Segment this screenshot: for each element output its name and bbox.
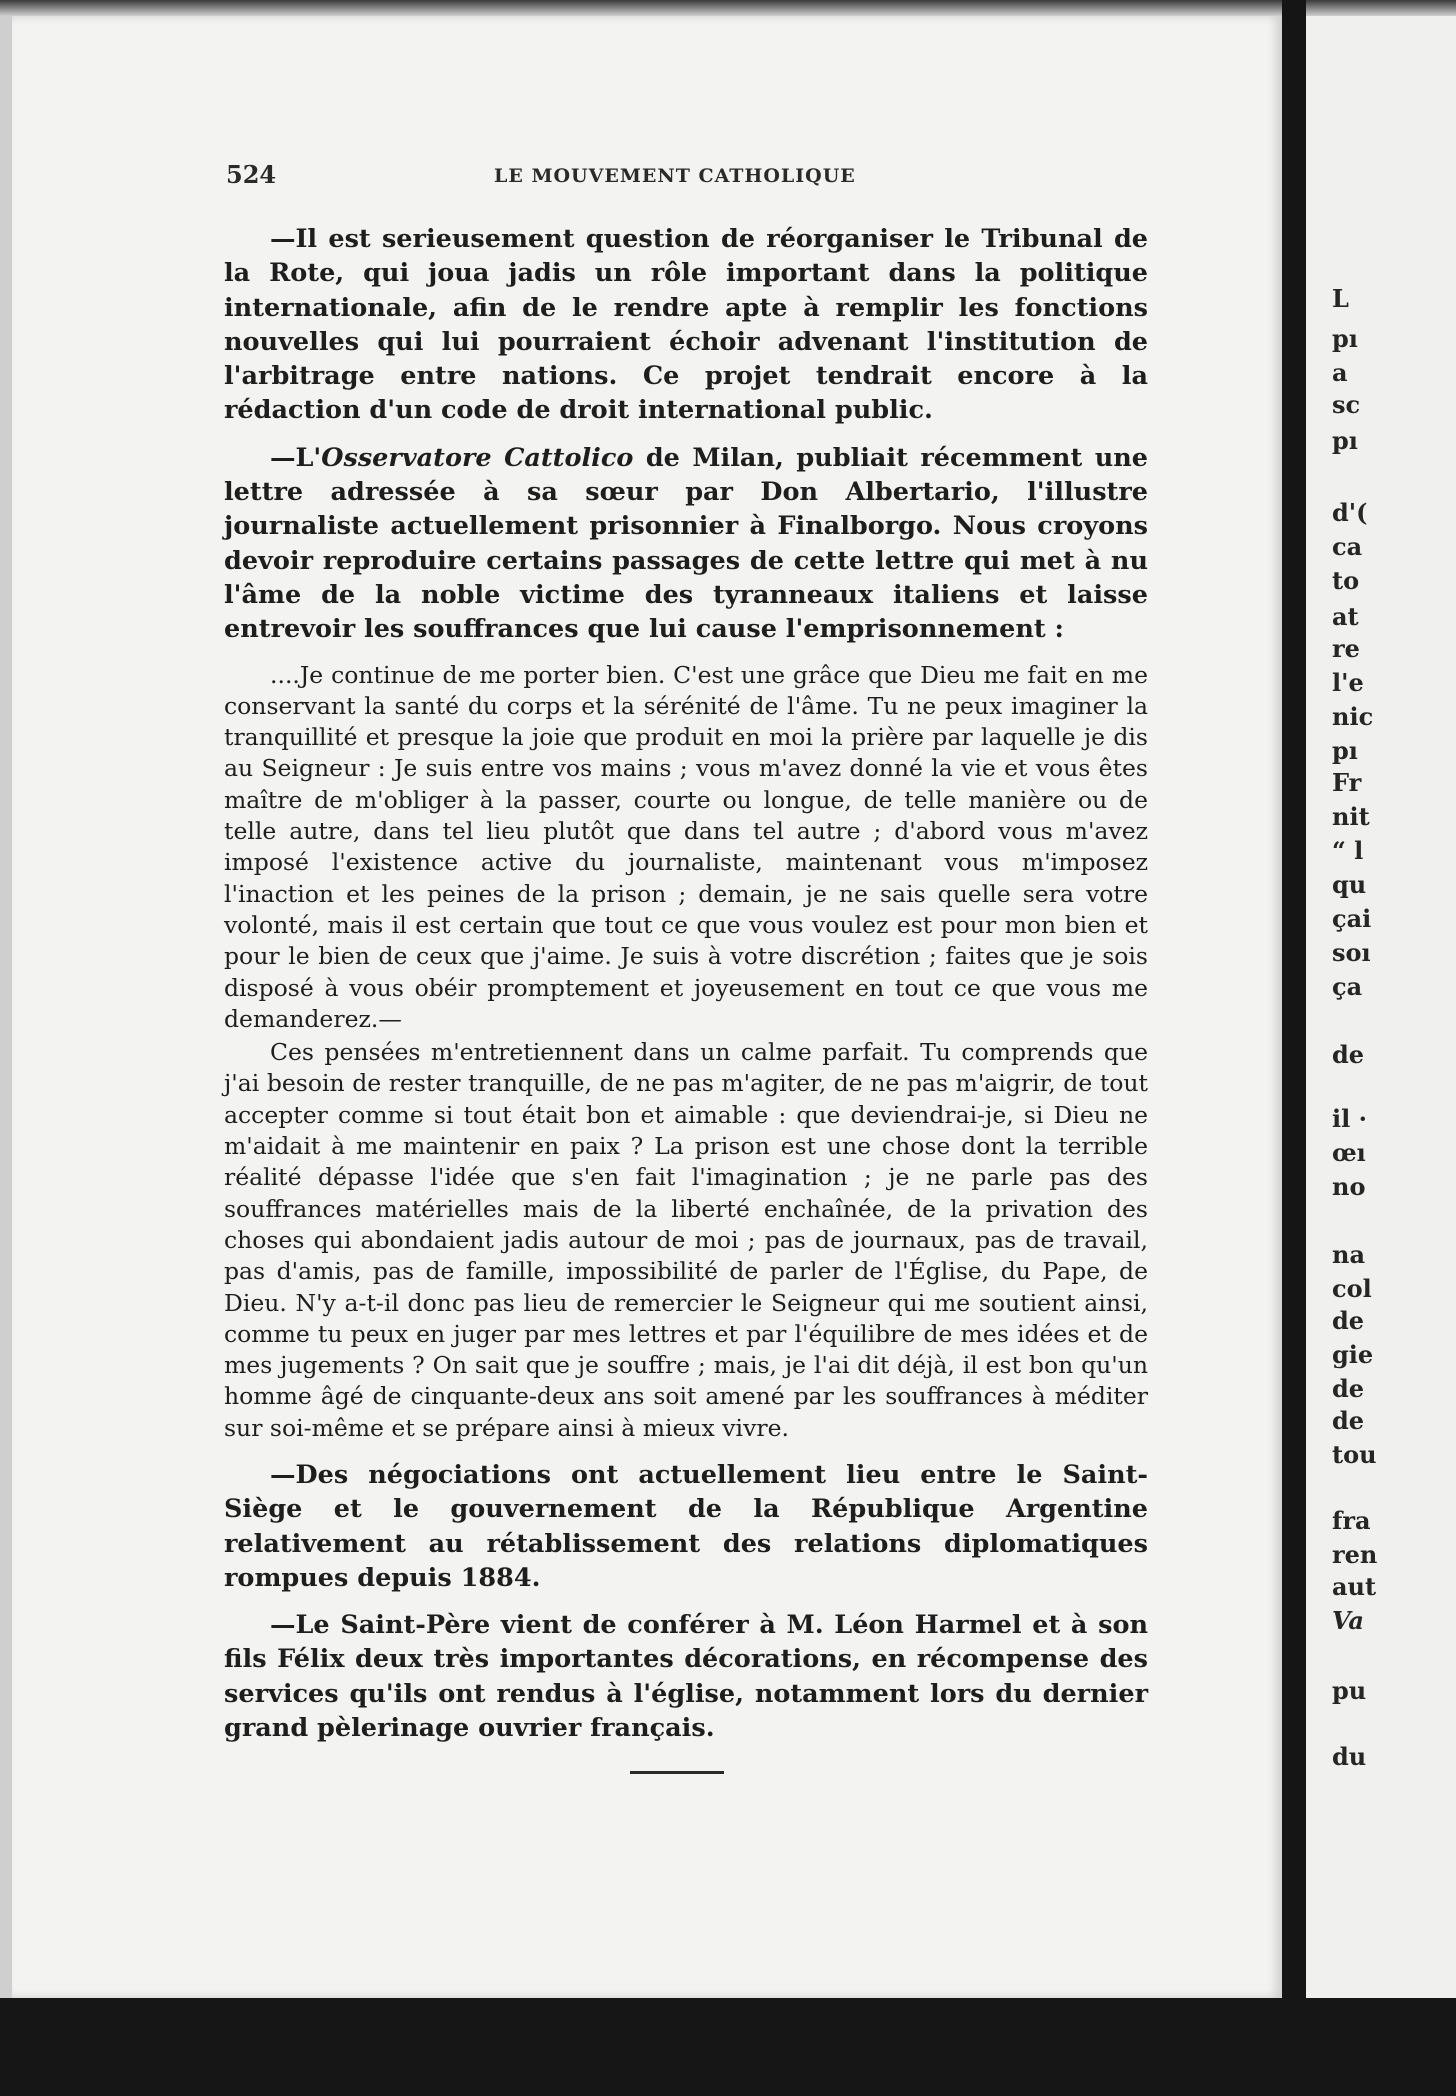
paragraph-argentina-negotiations: —Des négociations ont actuellement lieu entre le Saint-Siège et le gouvernement de la République Argentine relativement au rétablissement des relations diplomatiques rompues depuis 1884. [224,1459,1148,1593]
facing-page-line: œı [1332,1138,1366,1167]
facing-page-line: L [1332,284,1349,313]
facing-page-line: tou [1332,1440,1377,1469]
paragraph-text: de Milan, publiait récemment une lettre adressée à sa sœur par Don Albertario, l'illustre journaliste actuellement prisonnier à Finalborgo. Nous croyons devoir reproduire certains passages de cette lettre qui met à nu l'âme de la noble victime des tyranneaux italiens et laisse entrevoir les souffrances que lui cause l'emprisonnement : [224,442,1149,645]
paragraph-rota-tribunal: —Il est serieusement question de réorganiser le Tribunal de la Rote, qui joua jadis un rôle important dans la politique internationale, afin de le rendre apte à remplir les fonctions nouvelles qui lui pourraient échoir advenant l'institution de l'arbitrage entre nations. Ce projet tendrait encore à la rédaction d'un code de droit international public. [224,224,1148,426]
facing-page-line: de [1332,1040,1365,1069]
scan-bottom-border [0,1998,1456,2096]
facing-page-line: Va [1332,1606,1364,1635]
facing-page-line: re [1332,634,1360,663]
facing-page-line: il · [1332,1104,1367,1133]
facing-page-line: l'e [1332,668,1364,697]
facing-page-line: a [1332,358,1348,387]
letter-quote-second: Ces pensées m'entretiennent dans un calme parfait. Tu comprends que j'ai besoin de rester tranquille, de ne pas m'agiter, de ne pas m'aigrir, de tout accepter comme si tout était bon et aimable : que deviendrai-je, si Dieu ne m'aidait à me maintenir en paix ? La prison est une chose dont la terrible réalité dépasse l'idée que s'en fait l'imagination ; je ne parle pas des souffrances matérielles mais de la liberté enchaînée, de la privation des choses qui abondaient jadis autour de moi ; pas de journaux, pas de travail, pas d'amis, pas de famille, impossibilité de parler de l'Église, du Pape, de Dieu. N'y a-t-il donc pas lieu de remercier le Seigneur qui me soutient ainsi, comme tu peux en juger par mes lettres et par l'équilibre de mes idées et de mes jugements ? On sait que je souffre ; mais, je l'ai dit déjà, il est bon qu'un homme âgé de cinquante-deux ans soit amené par les souffrances à méditer sur soi-même et se prépare ainsi à mieux vivre. [224,1038,1148,1442]
facing-page-line: col [1332,1274,1372,1303]
facing-page-line: çai [1332,904,1372,933]
facing-page-line: d'( [1332,498,1368,527]
facing-page [1306,16,1456,1998]
facing-page-line: ca [1332,532,1363,561]
paragraph-lead: —L' [270,442,322,473]
facing-page-line: no [1332,1172,1366,1201]
facing-page-line: de [1332,1306,1365,1335]
facing-page-line: Fr [1332,768,1362,797]
page-number: 524 [226,160,277,189]
facing-page-line: at [1332,602,1359,631]
facing-page-line: to [1332,566,1360,595]
facing-page-line: de [1332,1406,1365,1435]
facing-page-line: aut [1332,1572,1377,1601]
facing-page-line: pı [1332,426,1358,455]
facing-page-line: de [1332,1374,1365,1403]
facing-page-line: ren [1332,1540,1378,1569]
letter-quote-first: ....Je continue de me porter bien. C'est une grâce que Dieu me fait en me conservant la santé du corps et la sérénité de l'âme. Tu ne peux imaginer la tranquillité et presque la joie que produit en moi la prière par laquelle je dis au Seigneur : Je suis entre vos mains ; vous m'avez donné la vie et vous êtes maître de m'obliger à la passer, courte ou longue, de telle manière ou de telle autre, dans tel lieu plutôt que dans tel autre ; d'abord vous m'avez imposé l'existence active du journaliste, maintenant vous m'imposez l'inaction et les peines de la prison ; demain, je ne sais quelle sera votre volonté, mais il est certain que tout ce que vous voulez est pour mon bien et pour le bien de ceux que j'aime. Je suis à votre discrétion ; faites que je sois disposé à vous obéir promptement et joyeusement en tout ce que vous me demanderez.— [224,660,1148,1033]
facing-page-line: soı [1332,938,1371,967]
facing-page-line: nit [1332,802,1370,831]
facing-page-line: du [1332,1742,1367,1771]
facing-page-line: qu [1332,870,1367,899]
facing-page-line: na [1332,1240,1365,1269]
running-head [226,160,1146,194]
facing-page-line: pı [1332,324,1358,353]
scan-top-shadow [0,0,1456,16]
facing-page-line: nic [1332,702,1374,731]
facing-page-line: pu [1332,1676,1367,1705]
paragraph-osservatore-intro [224,441,1148,647]
running-head-title: LE MOUVEMENT CATHOLIQUE [494,165,856,187]
facing-page-line: sc [1332,390,1361,419]
facing-page-line: pı [1332,736,1358,765]
facing-page-line: fra [1332,1506,1371,1535]
paragraph-harmel-decorations: —Le Saint-Père vient de conférer à M. Léon Harmel et à son fils Félix deux très importantes décorations, en récompense des services qu'ils ont rendus à l'église, notamment lors du dernier grand pèlerinage ouvrier français. [224,1610,1148,1744]
section-end-rule [630,1771,724,1774]
facing-page-line: “ l [1332,836,1364,865]
newspaper-title: Osservatore Cattolico [321,442,634,473]
book-gutter [1282,0,1306,2000]
facing-page-line: gie [1332,1340,1374,1369]
facing-page-line: ça [1332,972,1363,1001]
page-body [224,222,1148,1774]
